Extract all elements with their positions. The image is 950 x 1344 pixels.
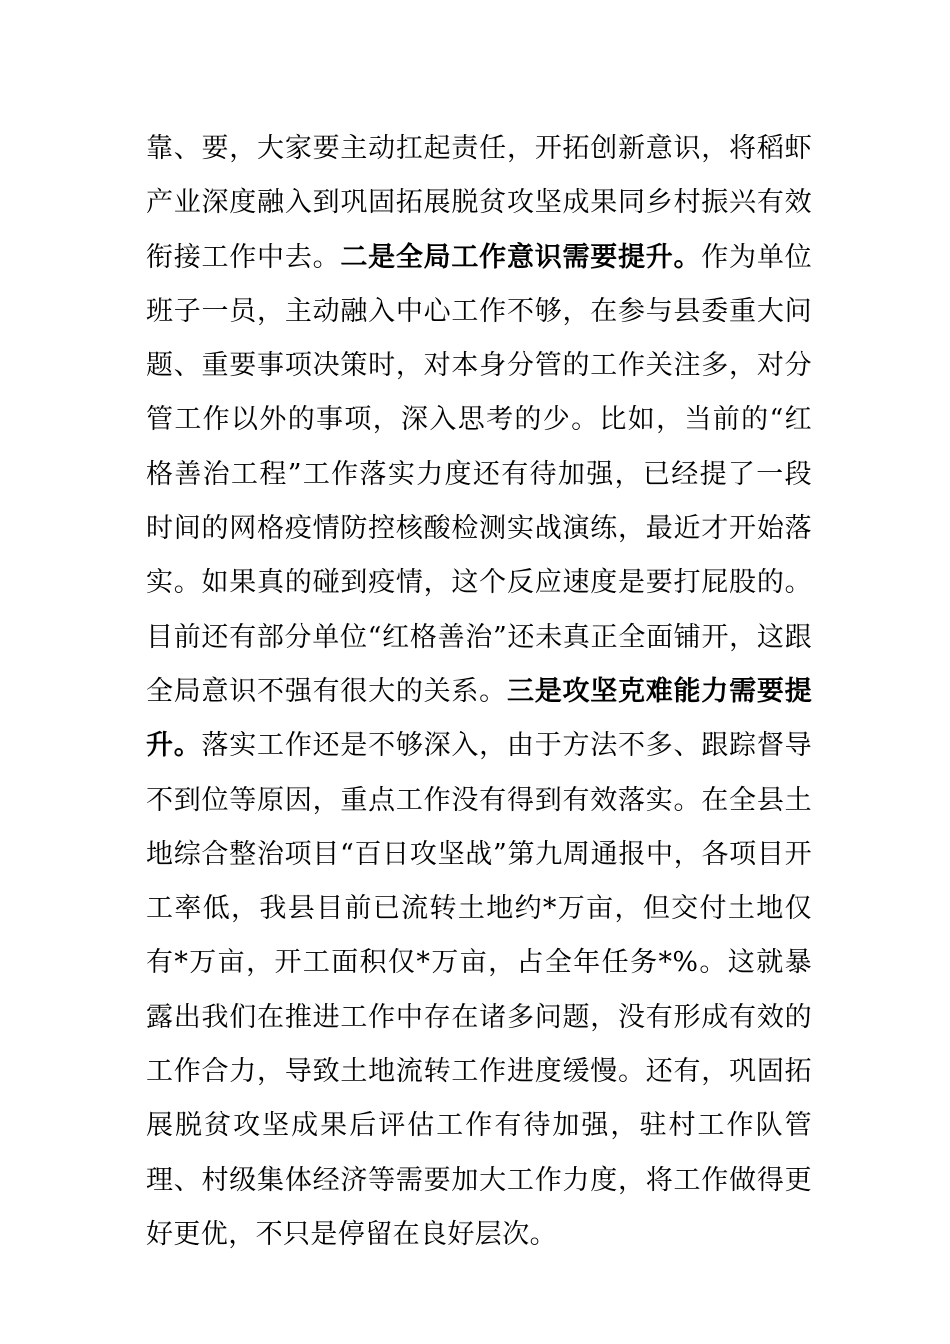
heading-run-problem-solving: 三是攻坚克难能力需要提升。 <box>146 675 813 762</box>
body-paragraph <box>146 122 812 1262</box>
paragraph-run-3: 落实工作还是不够深入，由于方法不多、跟踪督导不到位等原因，重点工作没有得到有效落实。在全县土地综合整治项目“百日攻坚战”第九周通报中，各项目开工率低，我县目前已流转土地约*万亩，但交付土地仅有*万亩，开工面积仅*万亩，占全年任务*%。这就暴露出我们在推进工作中存在诸多问题，没有形成有效的工作合力，导致土地流转工作进度缓慢。还有，巩固拓展脱贫攻坚成果后评估工作有待加强，驻村工作队管理、村级集体经济等需要加大工作力度，将工作做得更好更优，不只是停留在良好层次。 <box>146 730 812 1250</box>
paragraph-run-2: 作为单位班子一员，主动融入中心工作不够，在参与县委重大问题、重要事项决策时，对本身分管的工作关注多，对分管工作以外的事项，深入思考的少。比如，当前的“红格善治工程”工作落实力度还有待加强，已经提了一段时间的网格疫情防控核酸检测实战演练，最近才开始落实。如果真的碰到疫情，这个反应速度是要打屁股的。目前还有部分单位“红格善治”还未真正全面铺开，这跟全局意识不强有很大的关系。 <box>146 241 812 707</box>
paragraph-run-1: 靠、要，大家要主动扛起责任，开拓创新意识，将稻虾产业深度融入到巩固拓展脱贫攻坚成果同乡村振兴有效衔接工作中去。 <box>146 133 812 273</box>
heading-run-global-awareness: 二是全局工作意识需要提升。 <box>340 241 702 273</box>
